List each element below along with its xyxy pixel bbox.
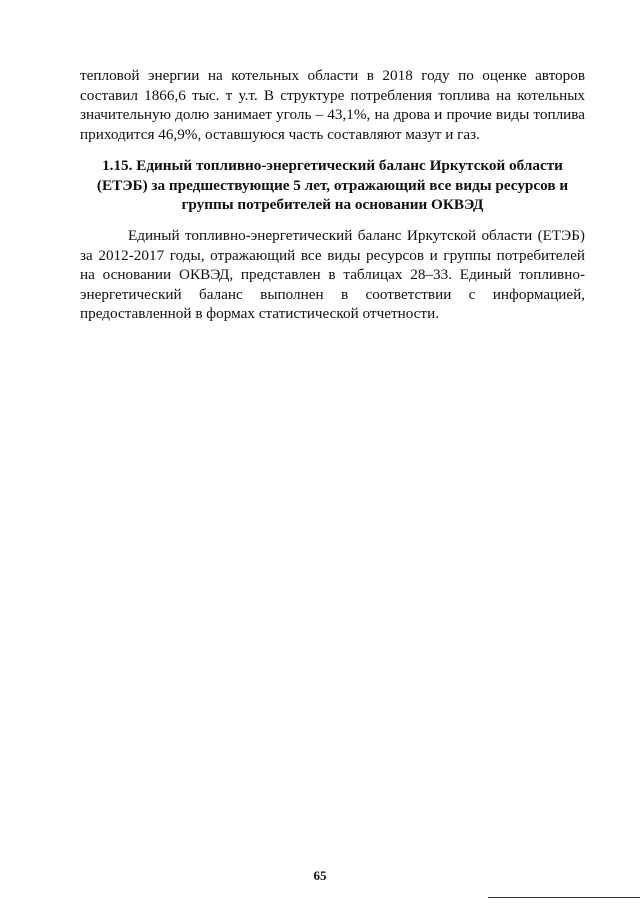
section-body-paragraph: Единый топливно-энергетический баланс Иркутской области (ЕТЭБ) за 2012-2017 годы, отражающий все виды ресурсов и группы потребителей на основании ОКВЭД, представлен в таблицах 28–33. Единый топливно-энергетический баланс выполнен в соответствии с информацией, предоставленной в формах статистической отчетности. — [80, 227, 585, 322]
intro-paragraph: тепловой энергии на котельных области в 2018 году по оценке авторов составил 1866,6 тыс. т у.т. В структуре потребления топлива на котельных значительную долю занимает уголь – 43,1%, на дрова и прочие виды топлива приходится 46,9%, оставшуюся часть составляют мазут и газ. — [80, 67, 585, 143]
bottom-divider — [488, 897, 640, 898]
section-body-block — [80, 226, 585, 324]
page-number: 65 — [313, 868, 327, 883]
intro-paragraph-block — [80, 66, 585, 144]
section-heading: 1.15. Единый топливно-энергетический баланс Иркутской области (ЕТЭБ) за предшествующие 5 лет, отражающий все виды ресурсов и группы потребителей на основании ОКВЭД — [96, 157, 569, 213]
